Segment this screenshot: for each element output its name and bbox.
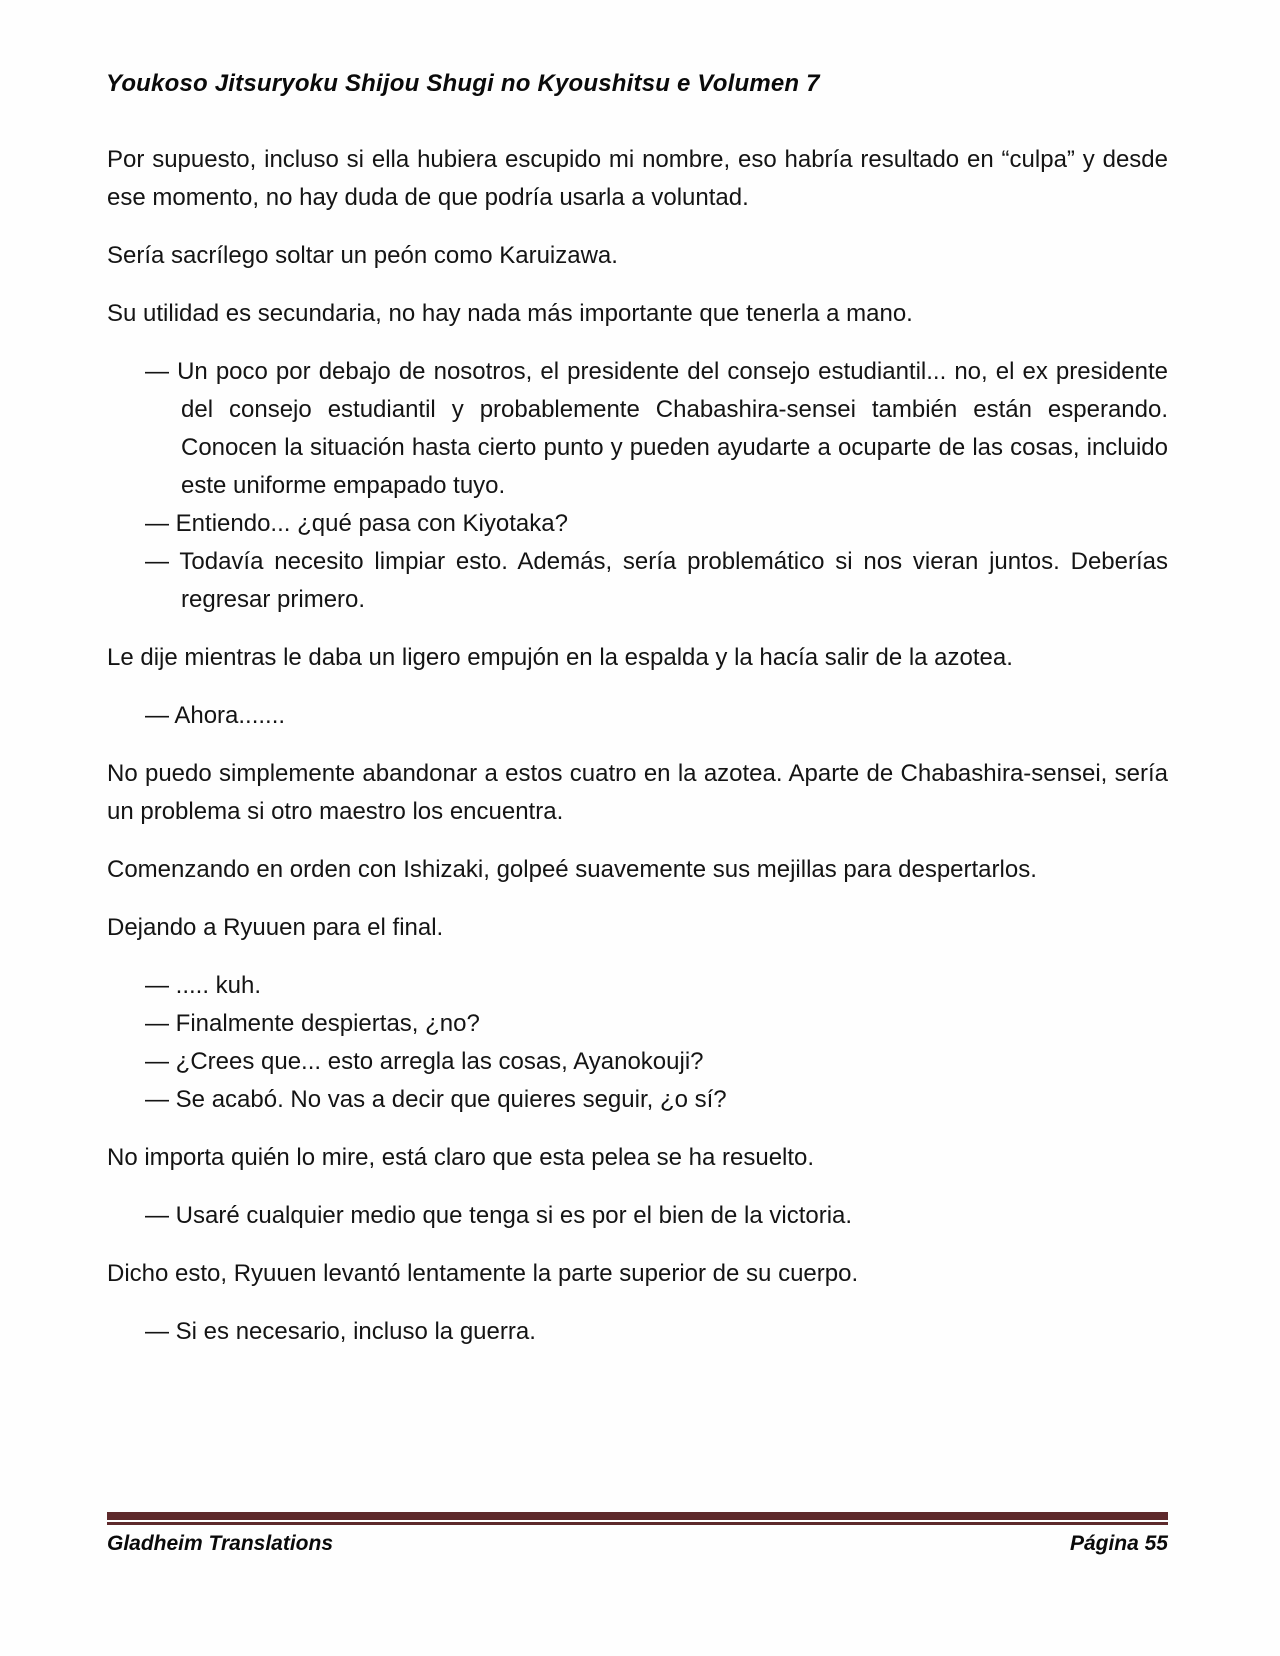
- paragraph: Sería sacrílego soltar un peón como Karuizawa.: [107, 242, 618, 269]
- paragraph: Le dije mientras le daba un ligero empujón en la espalda y la hacía salir de la azotea.: [107, 644, 1013, 671]
- dialogue-line: — Un poco por debajo de nosotros, el presidente del consejo estudiantil... no, el ex presidente del consejo estudiantil y probablemente Chabashira-sensei también están esperando. Conocen la situación hasta cierto punto y pueden ayudarte a ocuparte de las cosas, incluido este uniforme empapado tuyo.: [145, 358, 1168, 499]
- dialogue-line: — Se acabó. No vas a decir que quieres seguir, ¿o sí?: [145, 1086, 727, 1113]
- dialogue-line: — Todavía necesito limpiar esto. Además, sería problemático si nos vieran juntos. Deberías regresar primero.: [145, 548, 1168, 613]
- dialogue-line: — Ahora.......: [145, 702, 286, 729]
- dialogue-line: — ¿Crees que... esto arregla las cosas, Ayanokouji?: [145, 1048, 704, 1075]
- footer-rule: [107, 1512, 1168, 1525]
- dialogue-line: — Entiendo... ¿qué pasa con Kiyotaka?: [145, 510, 568, 537]
- footer-rule-thin: [107, 1522, 1168, 1525]
- dialogue-line: — Usaré cualquier medio que tenga si es por el bien de la victoria.: [145, 1202, 853, 1229]
- footer-page-number: Página 55: [1069, 1532, 1168, 1555]
- dialogue-block: [145, 353, 1168, 619]
- dialogue-line: — Si es necesario, incluso la guerra.: [145, 1318, 536, 1345]
- footer-translator: Gladheim Translations: [107, 1532, 334, 1555]
- paragraph: Su utilidad es secundaria, no hay nada más importante que tenerla a mano.: [107, 300, 913, 327]
- dialogue-block: [145, 967, 1168, 1119]
- dialogue-line: — ..... kuh.: [145, 972, 262, 999]
- paragraph: Dejando a Ryuuen para el final.: [107, 914, 444, 941]
- paragraph: Comenzando en orden con Ishizaki, golpeé suavemente sus mejillas para despertarlos.: [107, 856, 1037, 883]
- dialogue-block: [145, 697, 1168, 735]
- paragraph: Por supuesto, incluso si ella hubiera escupido mi nombre, eso habría resultado en “culpa” y desde ese momento, no hay duda de que podría usarla a voluntad.: [107, 146, 1168, 211]
- page-footer: [107, 1512, 1168, 1556]
- dialogue-line: — Finalmente despiertas, ¿no?: [145, 1010, 480, 1037]
- footer-rule-thick: [107, 1512, 1168, 1520]
- footer-row: [107, 1532, 1168, 1556]
- page-header-title: Youkoso Jitsuryoku Shijou Shugi no Kyoushitsu e Volumen 7: [106, 70, 820, 97]
- page-header: [106, 70, 1168, 98]
- page-body: [107, 141, 1168, 1371]
- paragraph: No puedo simplemente abandonar a estos cuatro en la azotea. Aparte de Chabashira-sensei, sería un problema si otro maestro los encuentra.: [107, 760, 1168, 825]
- dialogue-block: [145, 1313, 1168, 1351]
- dialogue-block: [145, 1197, 1168, 1235]
- paragraph: Dicho esto, Ryuuen levantó lentamente la parte superior de su cuerpo.: [107, 1260, 859, 1287]
- paragraph: No importa quién lo mire, está claro que esta pelea se ha resuelto.: [107, 1144, 815, 1171]
